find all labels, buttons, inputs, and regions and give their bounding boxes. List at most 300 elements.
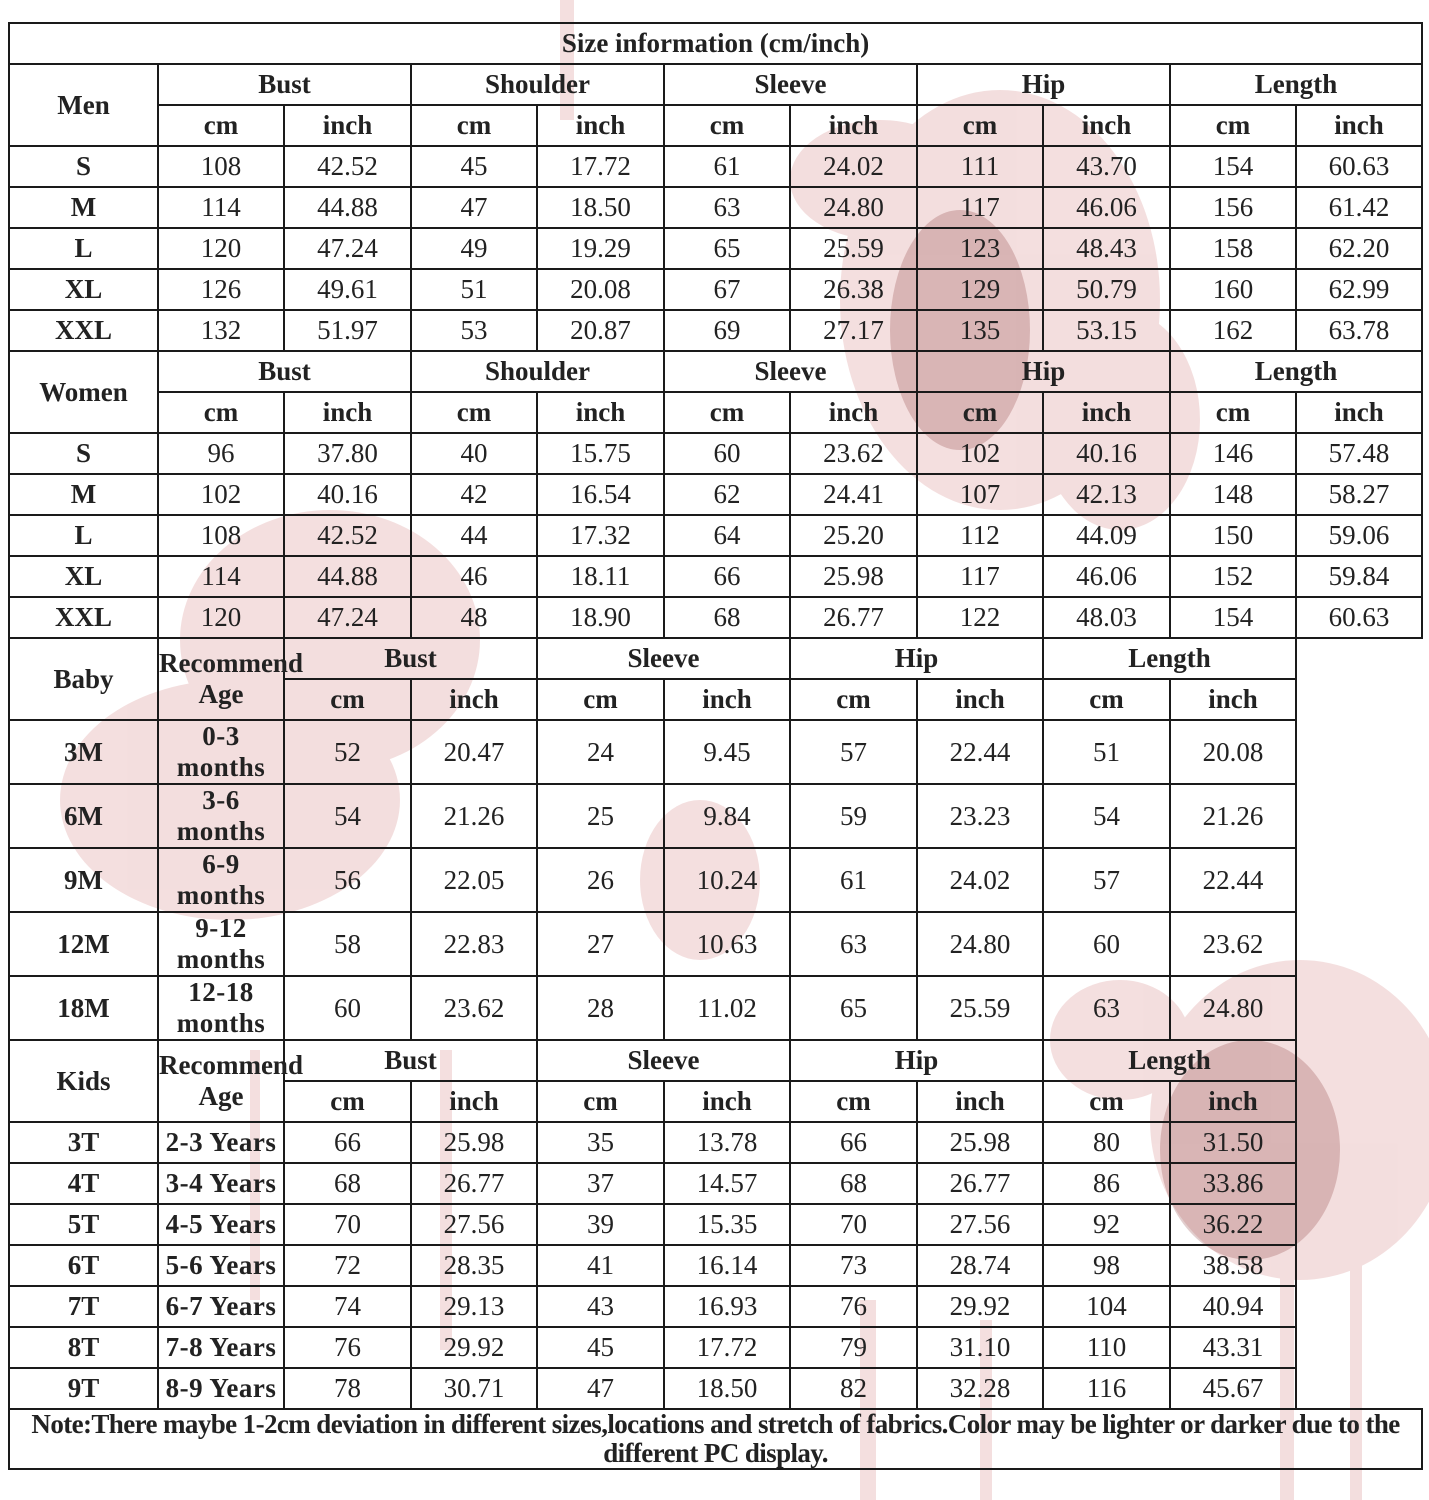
kids-size-label: 4T [9, 1163, 158, 1204]
baby-length-inch-value: 23.62 [1170, 912, 1296, 976]
kids-sleeve-cm-value: 43 [537, 1286, 664, 1327]
kids-sleeve-header: Sleeve [537, 1040, 790, 1081]
baby-bust-inch-value: 23.62 [411, 976, 537, 1040]
women-shoulder-inch-value: 17.32 [537, 515, 664, 556]
men-length-cm-value: 156 [1170, 187, 1296, 228]
baby-header-row [9, 638, 1422, 679]
table-row [9, 1245, 1422, 1286]
kids-length-cm-value: 86 [1043, 1163, 1170, 1204]
men-bust-cm-value: 126 [158, 269, 284, 310]
kids-hip-inch-value: 29.92 [917, 1286, 1043, 1327]
men-bust-cm-unit: cm [158, 105, 284, 146]
kids-sleeve-inch-value: 16.93 [664, 1286, 790, 1327]
men-hip-inch-value: 50.79 [1043, 269, 1170, 310]
baby-sleeve-cm-value: 24 [537, 720, 664, 784]
table-row [9, 976, 1422, 1040]
baby-sleeve-inch-unit: inch [664, 679, 790, 720]
women-bust-inch-value: 37.80 [284, 433, 411, 474]
women-bust-cm-value: 108 [158, 515, 284, 556]
table-row [9, 187, 1422, 228]
women-length-cm-value: 154 [1170, 597, 1296, 638]
kids-hip-inch-unit: inch [917, 1081, 1043, 1122]
kids-bust-cm-value: 68 [284, 1163, 411, 1204]
baby-recommend-age: 0-3 months [158, 720, 284, 784]
men-group-label: Men [9, 64, 158, 146]
women-shoulder-header: Shoulder [411, 351, 664, 392]
women-size-label: XXL [9, 597, 158, 638]
women-length-inch-unit: inch [1296, 392, 1422, 433]
men-size-label: M [9, 187, 158, 228]
baby-sleeve-header: Sleeve [537, 638, 790, 679]
kids-hip-inch-value: 31.10 [917, 1327, 1043, 1368]
men-hip-inch-value: 43.70 [1043, 146, 1170, 187]
baby-hip-header: Hip [790, 638, 1043, 679]
kids-bust-inch-value: 30.71 [411, 1368, 537, 1409]
baby-bust-inch-value: 22.83 [411, 912, 537, 976]
women-bust-inch-value: 47.24 [284, 597, 411, 638]
baby-hip-inch-value: 22.44 [917, 720, 1043, 784]
women-hip-cm-value: 102 [917, 433, 1043, 474]
women-sleeve-inch-value: 26.77 [790, 597, 917, 638]
baby-sleeve-inch-value: 9.84 [664, 784, 790, 848]
kids-size-label: 8T [9, 1327, 158, 1368]
women-hip-header: Hip [917, 351, 1170, 392]
women-length-cm-value: 152 [1170, 556, 1296, 597]
baby-hip-inch-value: 24.02 [917, 848, 1043, 912]
women-hip-inch-value: 46.06 [1043, 556, 1170, 597]
kids-bust-inch-value: 27.56 [411, 1204, 537, 1245]
kids-length-cm-value: 80 [1043, 1122, 1170, 1163]
women-length-inch-value: 60.63 [1296, 597, 1422, 638]
women-bust-cm-value: 96 [158, 433, 284, 474]
men-size-label: XXL [9, 310, 158, 351]
size-table [8, 22, 1423, 1470]
women-bust-header: Bust [158, 351, 411, 392]
kids-sleeve-inch-value: 15.35 [664, 1204, 790, 1245]
men-hip-inch-value: 53.15 [1043, 310, 1170, 351]
women-size-label: S [9, 433, 158, 474]
women-bust-inch-unit: inch [284, 392, 411, 433]
men-sleeve-inch-value: 26.38 [790, 269, 917, 310]
kids-length-cm-value: 92 [1043, 1204, 1170, 1245]
baby-length-cm-unit: cm [1043, 679, 1170, 720]
women-shoulder-cm-value: 40 [411, 433, 537, 474]
size-chart [8, 22, 1421, 1470]
kids-sleeve-cm-value: 39 [537, 1204, 664, 1245]
kids-bust-cm-value: 78 [284, 1368, 411, 1409]
men-bust-cm-value: 120 [158, 228, 284, 269]
women-sleeve-cm-value: 64 [664, 515, 790, 556]
women-hip-inch-value: 40.16 [1043, 433, 1170, 474]
kids-recommend-age: 6-7 Years [158, 1286, 284, 1327]
men-bust-header: Bust [158, 64, 411, 105]
men-shoulder-cm-unit: cm [411, 105, 537, 146]
men-length-header: Length [1170, 64, 1422, 105]
table-row [9, 474, 1422, 515]
kids-hip-cm-value: 79 [790, 1327, 917, 1368]
women-hip-cm-value: 117 [917, 556, 1043, 597]
baby-recommend-age: 3-6 months [158, 784, 284, 848]
kids-recommend-age: 3-4 Years [158, 1163, 284, 1204]
men-bust-inch-value: 42.52 [284, 146, 411, 187]
table-row [9, 146, 1422, 187]
women-bust-inch-value: 40.16 [284, 474, 411, 515]
women-length-cm-value: 150 [1170, 515, 1296, 556]
women-header-row [9, 351, 1422, 392]
men-bust-inch-value: 49.61 [284, 269, 411, 310]
women-unit-row [9, 392, 1422, 433]
kids-size-label: 5T [9, 1204, 158, 1245]
kids-sleeve-cm-value: 37 [537, 1163, 664, 1204]
men-bust-inch-value: 44.88 [284, 187, 411, 228]
baby-hip-cm-value: 59 [790, 784, 917, 848]
baby-hip-cm-value: 63 [790, 912, 917, 976]
kids-sleeve-inch-value: 18.50 [664, 1368, 790, 1409]
men-shoulder-cm-value: 47 [411, 187, 537, 228]
table-row [9, 912, 1422, 976]
table-row [9, 720, 1422, 784]
baby-bust-inch-value: 20.47 [411, 720, 537, 784]
men-sleeve-cm-unit: cm [664, 105, 790, 146]
men-sleeve-inch-value: 24.02 [790, 146, 917, 187]
baby-recommend-age: 9-12 months [158, 912, 284, 976]
baby-sleeve-inch-value: 11.02 [664, 976, 790, 1040]
table-row [9, 1286, 1422, 1327]
table-row [9, 1122, 1422, 1163]
women-shoulder-inch-value: 18.11 [537, 556, 664, 597]
men-sleeve-inch-value: 25.59 [790, 228, 917, 269]
men-sleeve-header: Sleeve [664, 64, 917, 105]
baby-hip-cm-value: 61 [790, 848, 917, 912]
baby-recommend-age-header: Recommend Age [158, 638, 284, 720]
women-shoulder-cm-value: 42 [411, 474, 537, 515]
baby-bust-inch-value: 21.26 [411, 784, 537, 848]
baby-recommend-age: 12-18 months [158, 976, 284, 1040]
women-sleeve-inch-value: 23.62 [790, 433, 917, 474]
men-size-label: L [9, 228, 158, 269]
kids-length-inch-value: 40.94 [1170, 1286, 1296, 1327]
kids-bust-inch-value: 25.98 [411, 1122, 537, 1163]
baby-bust-cm-value: 58 [284, 912, 411, 976]
women-hip-inch-unit: inch [1043, 392, 1170, 433]
kids-recommend-age: 4-5 Years [158, 1204, 284, 1245]
women-sleeve-header: Sleeve [664, 351, 917, 392]
baby-sleeve-inch-value: 10.63 [664, 912, 790, 976]
baby-length-inch-value: 21.26 [1170, 784, 1296, 848]
women-length-inch-value: 59.84 [1296, 556, 1422, 597]
men-shoulder-inch-unit: inch [537, 105, 664, 146]
size-deviation-note: Note:There maybe 1-2cm deviation in different sizes,locations and stretch of fabrics.Color may be lighter or darker due to the different PC display. [9, 1409, 1422, 1469]
table-row [9, 556, 1422, 597]
table-row [9, 1163, 1422, 1204]
men-length-cm-unit: cm [1170, 105, 1296, 146]
table-row [9, 1204, 1422, 1245]
women-bust-cm-value: 114 [158, 556, 284, 597]
women-shoulder-cm-unit: cm [411, 392, 537, 433]
baby-bust-cm-value: 60 [284, 976, 411, 1040]
kids-size-label: 7T [9, 1286, 158, 1327]
baby-length-inch-value: 22.44 [1170, 848, 1296, 912]
men-shoulder-cm-value: 45 [411, 146, 537, 187]
baby-sleeve-inch-value: 9.45 [664, 720, 790, 784]
men-hip-header: Hip [917, 64, 1170, 105]
baby-sleeve-inch-value: 10.24 [664, 848, 790, 912]
kids-size-label: 9T [9, 1368, 158, 1409]
kids-bust-inch-value: 29.13 [411, 1286, 537, 1327]
kids-hip-cm-value: 76 [790, 1286, 917, 1327]
women-sleeve-inch-value: 25.20 [790, 515, 917, 556]
table-row [9, 228, 1422, 269]
women-length-header: Length [1170, 351, 1422, 392]
kids-hip-cm-value: 68 [790, 1163, 917, 1204]
women-shoulder-inch-unit: inch [537, 392, 664, 433]
women-hip-cm-unit: cm [917, 392, 1043, 433]
kids-bust-inch-value: 28.35 [411, 1245, 537, 1286]
baby-bust-cm-value: 56 [284, 848, 411, 912]
women-sleeve-inch-value: 24.41 [790, 474, 917, 515]
kids-bust-cm-value: 74 [284, 1286, 411, 1327]
women-size-label: M [9, 474, 158, 515]
men-bust-inch-value: 51.97 [284, 310, 411, 351]
women-hip-cm-value: 112 [917, 515, 1043, 556]
table-row [9, 784, 1422, 848]
baby-size-label: 12M [9, 912, 158, 976]
kids-length-inch-value: 43.31 [1170, 1327, 1296, 1368]
baby-hip-cm-value: 65 [790, 976, 917, 1040]
kids-hip-inch-value: 32.28 [917, 1368, 1043, 1409]
note-row [9, 1409, 1422, 1469]
baby-length-cm-value: 57 [1043, 848, 1170, 912]
women-sleeve-cm-value: 62 [664, 474, 790, 515]
women-size-label: L [9, 515, 158, 556]
men-sleeve-cm-value: 61 [664, 146, 790, 187]
women-hip-cm-value: 122 [917, 597, 1043, 638]
women-shoulder-inch-value: 15.75 [537, 433, 664, 474]
women-sleeve-inch-unit: inch [790, 392, 917, 433]
women-length-cm-unit: cm [1170, 392, 1296, 433]
men-hip-cm-value: 123 [917, 228, 1043, 269]
kids-size-label: 3T [9, 1122, 158, 1163]
women-size-label: XL [9, 556, 158, 597]
baby-hip-cm-unit: cm [790, 679, 917, 720]
kids-hip-header: Hip [790, 1040, 1043, 1081]
women-sleeve-cm-value: 68 [664, 597, 790, 638]
baby-hip-inch-value: 23.23 [917, 784, 1043, 848]
kids-bust-cm-value: 72 [284, 1245, 411, 1286]
kids-sleeve-cm-value: 41 [537, 1245, 664, 1286]
baby-sleeve-cm-value: 28 [537, 976, 664, 1040]
kids-recommend-age: 8-9 Years [158, 1368, 284, 1409]
baby-length-cm-value: 63 [1043, 976, 1170, 1040]
men-shoulder-inch-value: 18.50 [537, 187, 664, 228]
men-sleeve-inch-value: 27.17 [790, 310, 917, 351]
women-hip-inch-value: 48.03 [1043, 597, 1170, 638]
men-length-cm-value: 158 [1170, 228, 1296, 269]
kids-sleeve-inch-unit: inch [664, 1081, 790, 1122]
men-unit-row [9, 105, 1422, 146]
kids-sleeve-cm-value: 47 [537, 1368, 664, 1409]
baby-hip-cm-value: 57 [790, 720, 917, 784]
women-sleeve-cm-value: 66 [664, 556, 790, 597]
kids-hip-inch-value: 28.74 [917, 1245, 1043, 1286]
kids-length-header: Length [1043, 1040, 1296, 1081]
men-length-inch-value: 61.42 [1296, 187, 1422, 228]
kids-hip-cm-unit: cm [790, 1081, 917, 1122]
kids-bust-inch-value: 29.92 [411, 1327, 537, 1368]
baby-length-cm-value: 54 [1043, 784, 1170, 848]
women-sleeve-cm-unit: cm [664, 392, 790, 433]
baby-size-label: 6M [9, 784, 158, 848]
women-shoulder-cm-value: 48 [411, 597, 537, 638]
men-hip-cm-value: 111 [917, 146, 1043, 187]
kids-hip-cm-value: 82 [790, 1368, 917, 1409]
baby-bust-cm-value: 54 [284, 784, 411, 848]
women-shoulder-cm-value: 44 [411, 515, 537, 556]
women-length-cm-value: 146 [1170, 433, 1296, 474]
kids-hip-cm-value: 66 [790, 1122, 917, 1163]
men-length-cm-value: 162 [1170, 310, 1296, 351]
women-bust-cm-unit: cm [158, 392, 284, 433]
women-sleeve-cm-value: 60 [664, 433, 790, 474]
table-row [9, 269, 1422, 310]
kids-length-inch-value: 31.50 [1170, 1122, 1296, 1163]
women-shoulder-cm-value: 46 [411, 556, 537, 597]
baby-bust-inch-value: 22.05 [411, 848, 537, 912]
kids-size-label: 6T [9, 1245, 158, 1286]
women-length-inch-value: 57.48 [1296, 433, 1422, 474]
kids-sleeve-cm-unit: cm [537, 1081, 664, 1122]
kids-sleeve-inch-value: 16.14 [664, 1245, 790, 1286]
men-length-inch-value: 63.78 [1296, 310, 1422, 351]
men-bust-cm-value: 132 [158, 310, 284, 351]
women-hip-inch-value: 44.09 [1043, 515, 1170, 556]
baby-hip-inch-value: 24.80 [917, 912, 1043, 976]
kids-bust-inch-unit: inch [411, 1081, 537, 1122]
table-row [9, 433, 1422, 474]
baby-sleeve-cm-value: 27 [537, 912, 664, 976]
women-group-label: Women [9, 351, 158, 433]
men-length-inch-value: 62.99 [1296, 269, 1422, 310]
baby-size-label: 9M [9, 848, 158, 912]
men-size-label: S [9, 146, 158, 187]
kids-length-cm-value: 104 [1043, 1286, 1170, 1327]
kids-length-inch-value: 33.86 [1170, 1163, 1296, 1204]
kids-length-cm-value: 98 [1043, 1245, 1170, 1286]
baby-bust-header: Bust [284, 638, 537, 679]
men-sleeve-cm-value: 69 [664, 310, 790, 351]
baby-hip-inch-value: 25.59 [917, 976, 1043, 1040]
kids-length-inch-value: 45.67 [1170, 1368, 1296, 1409]
men-shoulder-header: Shoulder [411, 64, 664, 105]
men-shoulder-inch-value: 20.87 [537, 310, 664, 351]
baby-bust-cm-unit: cm [284, 679, 411, 720]
men-shoulder-inch-value: 17.72 [537, 146, 664, 187]
baby-sleeve-cm-value: 25 [537, 784, 664, 848]
kids-group-label: Kids [9, 1040, 158, 1122]
women-bust-inch-value: 44.88 [284, 556, 411, 597]
men-shoulder-cm-value: 53 [411, 310, 537, 351]
kids-recommend-age-header: Recommend Age [158, 1040, 284, 1122]
kids-sleeve-inch-value: 17.72 [664, 1327, 790, 1368]
kids-hip-inch-value: 25.98 [917, 1122, 1043, 1163]
men-length-inch-unit: inch [1296, 105, 1422, 146]
baby-length-inch-unit: inch [1170, 679, 1296, 720]
table-row [9, 1368, 1422, 1409]
baby-bust-cm-value: 52 [284, 720, 411, 784]
men-length-inch-value: 62.20 [1296, 228, 1422, 269]
women-length-inch-value: 59.06 [1296, 515, 1422, 556]
kids-bust-cm-value: 70 [284, 1204, 411, 1245]
kids-length-inch-unit: inch [1170, 1081, 1296, 1122]
kids-length-cm-value: 116 [1043, 1368, 1170, 1409]
women-hip-inch-value: 42.13 [1043, 474, 1170, 515]
women-length-inch-value: 58.27 [1296, 474, 1422, 515]
men-length-cm-value: 160 [1170, 269, 1296, 310]
men-hip-cm-value: 135 [917, 310, 1043, 351]
men-shoulder-cm-value: 51 [411, 269, 537, 310]
men-hip-inch-value: 48.43 [1043, 228, 1170, 269]
women-bust-cm-value: 102 [158, 474, 284, 515]
kids-recommend-age: 7-8 Years [158, 1327, 284, 1368]
baby-hip-inch-unit: inch [917, 679, 1043, 720]
men-shoulder-cm-value: 49 [411, 228, 537, 269]
baby-group-label: Baby [9, 638, 158, 720]
kids-recommend-age: 5-6 Years [158, 1245, 284, 1286]
men-sleeve-cm-value: 65 [664, 228, 790, 269]
women-bust-cm-value: 120 [158, 597, 284, 638]
baby-sleeve-cm-unit: cm [537, 679, 664, 720]
kids-hip-inch-value: 26.77 [917, 1163, 1043, 1204]
table-row [9, 310, 1422, 351]
men-bust-inch-value: 47.24 [284, 228, 411, 269]
women-length-cm-value: 148 [1170, 474, 1296, 515]
kids-bust-inch-value: 26.77 [411, 1163, 537, 1204]
men-length-inch-value: 60.63 [1296, 146, 1422, 187]
men-sleeve-inch-unit: inch [790, 105, 917, 146]
kids-length-cm-unit: cm [1043, 1081, 1170, 1122]
men-sleeve-inch-value: 24.80 [790, 187, 917, 228]
men-length-cm-value: 154 [1170, 146, 1296, 187]
kids-sleeve-inch-value: 13.78 [664, 1122, 790, 1163]
men-sleeve-cm-value: 63 [664, 187, 790, 228]
men-header-row [9, 64, 1422, 105]
kids-header-row [9, 1040, 1422, 1081]
men-hip-cm-unit: cm [917, 105, 1043, 146]
kids-length-inch-value: 38.58 [1170, 1245, 1296, 1286]
men-hip-inch-value: 46.06 [1043, 187, 1170, 228]
men-sleeve-cm-value: 67 [664, 269, 790, 310]
women-hip-cm-value: 107 [917, 474, 1043, 515]
women-shoulder-inch-value: 16.54 [537, 474, 664, 515]
kids-hip-inch-value: 27.56 [917, 1204, 1043, 1245]
baby-size-label: 18M [9, 976, 158, 1040]
men-bust-cm-value: 114 [158, 187, 284, 228]
men-bust-inch-unit: inch [284, 105, 411, 146]
baby-sleeve-cm-value: 26 [537, 848, 664, 912]
kids-bust-cm-value: 76 [284, 1327, 411, 1368]
kids-length-inch-value: 36.22 [1170, 1204, 1296, 1245]
baby-length-inch-value: 20.08 [1170, 720, 1296, 784]
baby-bust-inch-unit: inch [411, 679, 537, 720]
men-hip-inch-unit: inch [1043, 105, 1170, 146]
kids-sleeve-cm-value: 45 [537, 1327, 664, 1368]
kids-hip-cm-value: 73 [790, 1245, 917, 1286]
women-sleeve-inch-value: 25.98 [790, 556, 917, 597]
men-hip-cm-value: 117 [917, 187, 1043, 228]
kids-hip-cm-value: 70 [790, 1204, 917, 1245]
women-bust-inch-value: 42.52 [284, 515, 411, 556]
women-shoulder-inch-value: 18.90 [537, 597, 664, 638]
